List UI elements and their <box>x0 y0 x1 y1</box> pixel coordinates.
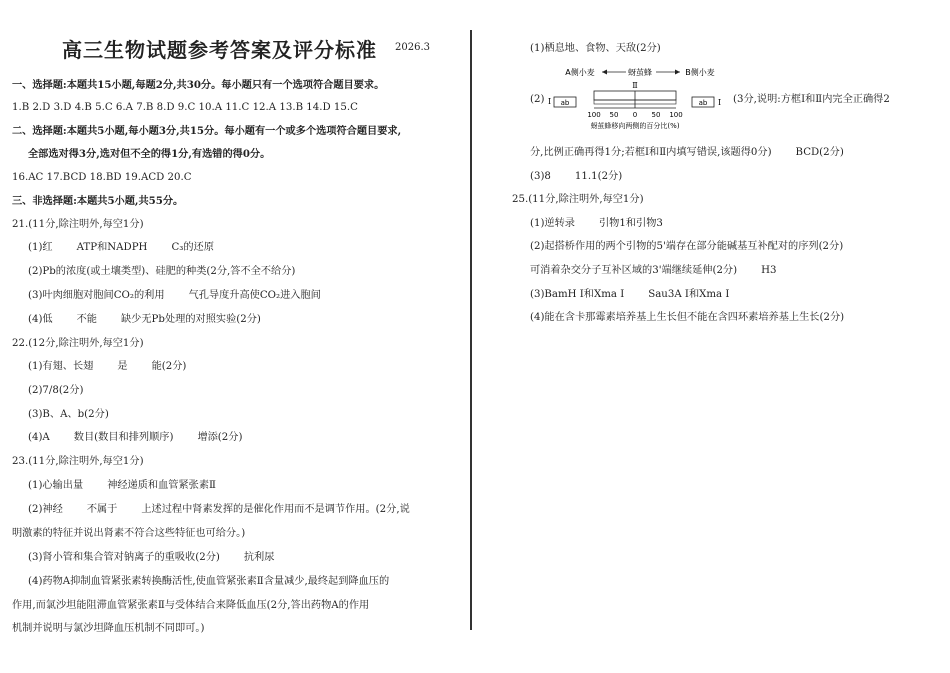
q23-3b: 抗利尿 <box>243 552 275 563</box>
tick-2: 0 <box>632 111 638 119</box>
q23-header: 23.(11分,除注明外,每空1分) <box>12 456 144 467</box>
q21-4a: (4)低 <box>28 314 53 325</box>
q21-3a: (3)叶肉细胞对胞间CO₂的利用 <box>28 290 165 301</box>
q23-1a: (1)心输出量 <box>28 480 84 491</box>
diagram-label-a: A侧小麦 <box>565 68 595 77</box>
section2-header: 二、选择题:本题共5小题,每小题3分,共15分。每小题有一个或多个选项符合题目要求, <box>12 125 402 137</box>
q22-1a: (1)有翅、长翅 <box>28 361 94 372</box>
q24-part1: (1)栖息地、食物、天敌(2分) <box>530 43 661 54</box>
tick-1: 50 <box>609 111 619 119</box>
q23-1b: 神经递质和血管紧张素Ⅱ <box>107 480 216 491</box>
section2-header-cont: 全部选对得3分,选对但不全的得1分,有选错的得0分。 <box>28 148 271 160</box>
q25-part4: (4)能在含卡那霉素培养基上生长但不能在含四环素培养基上生长(2分) <box>530 312 845 323</box>
q25-2c: H3 <box>761 265 777 276</box>
q22-1b: 是 <box>117 361 128 372</box>
arrow-left-head <box>602 70 607 75</box>
q21-1a: (1)红 <box>28 242 53 253</box>
q24-3a: (3)8 <box>530 171 551 182</box>
q23-part2-cont: 明激素的特征并说出肾素不符合这些特征也可给分。) <box>12 528 246 539</box>
q24-3b: 11.1(2分) <box>574 171 623 182</box>
q25-part1 <box>530 217 663 231</box>
column-divider <box>470 30 472 630</box>
diagram-roman-1: Ⅰ <box>548 97 552 106</box>
q21-4b: 不能 <box>76 314 97 325</box>
q21-1c: C₃的还原 <box>171 242 214 253</box>
q25-1a: (1)逆转录 <box>530 218 575 229</box>
q21-part1 <box>28 241 214 255</box>
q22-header: 22.(12分,除注明外,每空1分) <box>12 338 144 349</box>
box-2-label: ab <box>698 99 708 107</box>
q23-part4-cont2: 机制并说明与氯沙坦降血压机制不同即可。) <box>12 623 205 634</box>
q24-2-cont: 分,比例正确再得1分;若框Ⅰ和Ⅱ内填写错误,该题得0分) <box>530 147 772 158</box>
q23-part4-cont1: 作用,而氯沙坦能阻滞血管紧张素Ⅱ与受体结合来降低血压(2分,答出药物A的作用 <box>12 600 370 611</box>
q25-part2-cont <box>530 264 776 278</box>
q21-header: 21.(11分,除注明外,每空1分) <box>12 219 144 230</box>
box-1-label: ab <box>560 99 570 107</box>
q23-part1 <box>28 479 216 493</box>
q25-part2: (2)起搭桥作用的两个引物的5'端存在部分能碱基互补配对的序列(2分) <box>530 241 844 252</box>
q22-part3: (3)B、A、b(2分) <box>28 409 109 420</box>
q21-part2: (2)Pb的浓度(或土壤类型)、硅肥的种类(2分,答不全不给分) <box>28 266 296 277</box>
q25-3a: (3)BamH Ⅰ和Xma Ⅰ <box>530 289 625 300</box>
q23-2b: 不属于 <box>86 504 118 515</box>
tick-0: 100 <box>587 111 601 119</box>
q22-part2: (2)7/8(2分) <box>28 385 84 396</box>
q24-part2-prefix: (2) <box>530 94 545 105</box>
q25-2b: 可消着杂交分子互补区域的3'端继续延伸(2分) <box>530 265 738 276</box>
diagram-axis-caption: 蚜茧蜂移向两侧的百分比(%) <box>590 122 680 130</box>
section2-answers: 16.AC 17.BCD 18.BD 19.ACD 20.C <box>12 172 192 183</box>
q21-part4 <box>28 313 261 327</box>
q22-4b: 数目(数目和排列顺序) <box>73 432 174 443</box>
diagram-roman-2: Ⅱ <box>632 81 638 90</box>
q25-header: 25.(11分,除注明外,每空1分) <box>512 194 644 205</box>
q24-part3 <box>530 170 622 184</box>
section1-header: 一、选择题:本题共15小题,每题2分,共30分。每小题只有一个选项符合题目要求。 <box>12 79 385 91</box>
diagram-label-b: B侧小麦 <box>685 68 715 77</box>
q21-part3 <box>28 289 321 303</box>
q21-1b: ATP和NADPH <box>76 242 148 253</box>
q22-part1 <box>28 360 186 374</box>
q25-part3 <box>530 288 729 302</box>
q22-4a: (4)A <box>28 432 50 443</box>
q22-4c: 增添(2分) <box>197 432 243 443</box>
q23-3a: (3)肾小管和集合管对钠离子的重吸收(2分) <box>28 552 220 563</box>
exam-date: 2026.3 <box>395 42 430 53</box>
q23-part2 <box>28 503 410 517</box>
diagram-label-center: 蚜茧蜂 <box>628 68 652 77</box>
q24-part2-note: (3分,说明:方框Ⅰ和Ⅱ内完全正确得2 <box>733 94 890 105</box>
diagram-roman-1b: Ⅰ <box>718 98 722 107</box>
q23-part3 <box>28 551 274 565</box>
q25-3b: Sau3A Ⅰ和Xma Ⅰ <box>648 289 730 300</box>
q23-2a: (2)神经 <box>28 504 63 515</box>
q23-2c: 上述过程中肾素发挥的是催化作用而不是调节作用。(2分,说 <box>141 504 410 515</box>
section1-answers: 1.B 2.D 3.D 4.B 5.C 6.A 7.B 8.D 9.C 10.A 11.C 12.A 13.B 14.D 15.C <box>12 102 358 113</box>
q24-part2-cont <box>530 146 844 160</box>
wasp-choice-diagram <box>528 66 748 132</box>
q25-1b: 引物1和引物3 <box>599 218 663 229</box>
arrow-right-head <box>675 70 680 75</box>
page-title: 高三生物试题参考答案及评分标准 <box>62 38 377 62</box>
section3-header: 三、非选择题:本题共5小题,共55分。 <box>12 195 184 207</box>
q21-4c: 缺少无Pb处理的对照实验(2分) <box>121 314 261 325</box>
tick-3: 50 <box>651 111 661 119</box>
tick-4: 100 <box>669 111 683 119</box>
q23-part4: (4)药物A抑制血管紧张素转换酶活性,使血管紧张素Ⅱ含量减少,最终起到降血压的 <box>28 576 390 587</box>
q24-2-answer: BCD(2分) <box>795 147 844 158</box>
q22-part4 <box>28 431 242 445</box>
q22-1c: 能(2分) <box>151 361 187 372</box>
q21-3b: 气孔导度升高使CO₂进入胞间 <box>188 290 321 301</box>
